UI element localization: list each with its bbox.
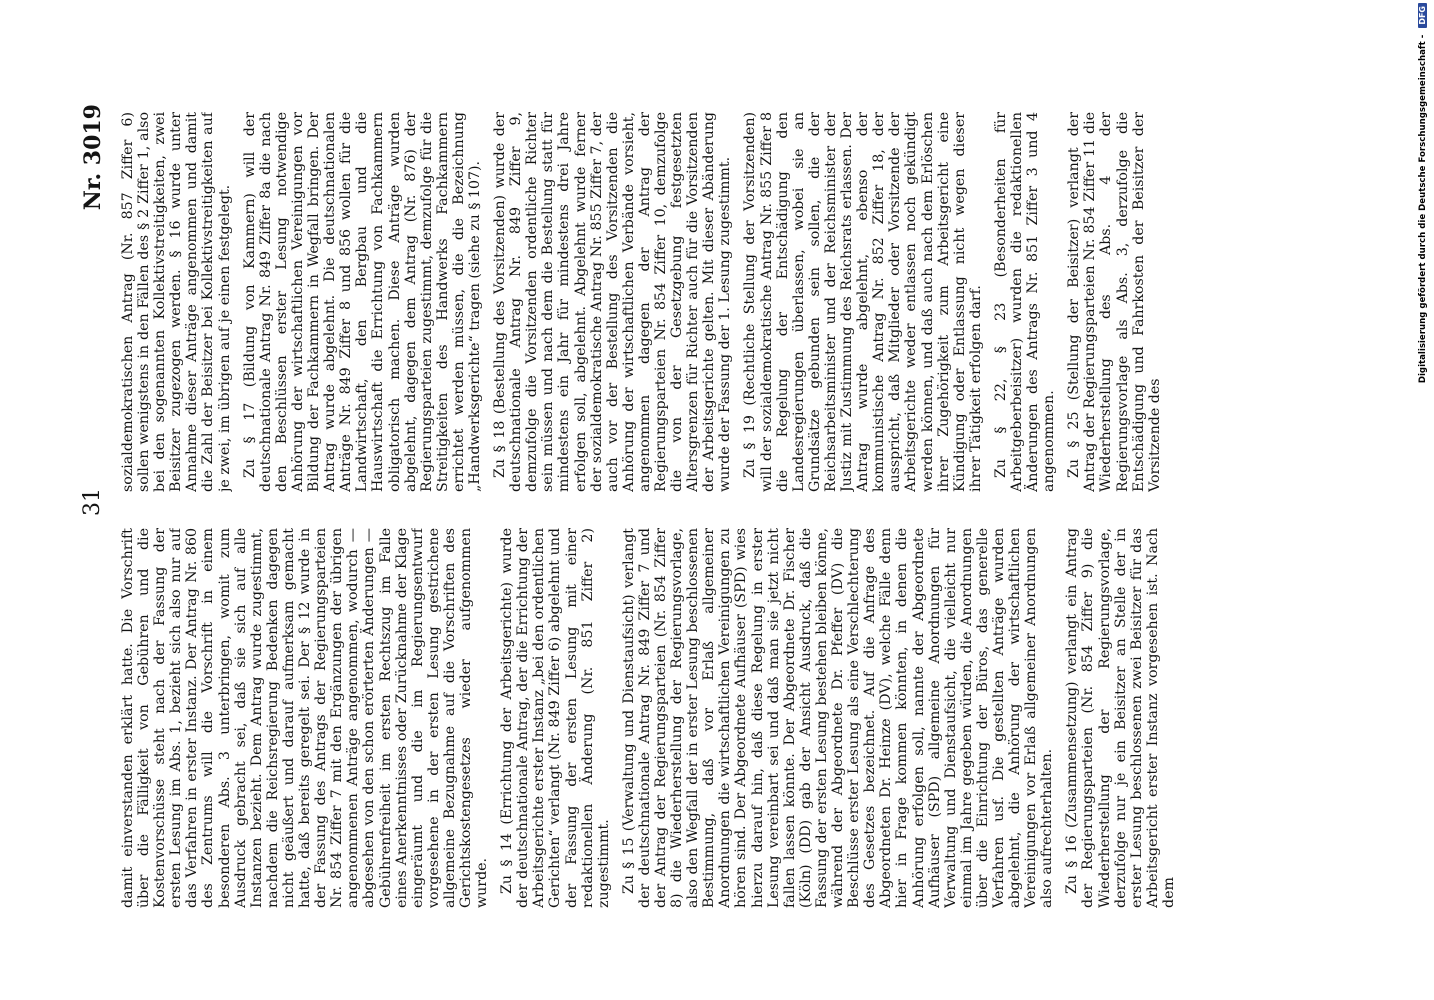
page-header <box>80 100 110 908</box>
dfg-logo: DFG <box>1418 3 1427 28</box>
paragraph: Zu § 22, § 23 (Besonderheiten für Arbeitgeberbeisitzer) wurden die redaktionellen Änderungen des Antrags Nr. 851 Ziffer 3 und 4 angenommen. <box>992 112 1058 492</box>
credit-text: Digitalisierung gefördert durch die Deutsche Forschungsgemeinschaft - <box>1418 34 1428 384</box>
paragraph: damit einverstanden erklärt hatte. Die Vorschrift über die Fälligkeit von Gebühren und die Kostenvorschüsse steht nach der Fassung der ersten Lesung im Abs. 1, bezieht sich also nur auf das Verfahren in erster Instanz. Der Antrag Nr. 860 des Zentrums will die Vorschrift in einem besonderen Abs. 3 unterbringen, womit zum Ausdruck gebracht sei, daß sie sich auf alle Instanzen bezieht. Dem Antrag wurde zugestimmt, nachdem die Reichsregierung Bedenken dagegen nicht geäußert und darauf aufmerksam gemacht hatte, daß bereits geregelt sei. Der § 12 wurde in der Fassung des Antrags der Regierungsparteien Nr. 854 Ziffer 7 mit den Ergänzungen der übrigen angenommenen Anträge angenommen, wodurch — abgesehen von den schon erörterten Änderungen — Gebührenfreiheit im ersten Rechtszug im Falle eines Anerkenntnisses oder Zurücknahme der Klage eingeräumt und die im Regierungsentwurf vorgesehene in der ersten Lesung gestrichene allgemeine Bezugnahme auf die Vorschriften des Gerichtskostengesetzes wieder aufgenommen wurde. <box>120 528 491 908</box>
text-column-right <box>120 112 1220 492</box>
paragraph: Zu § 15 (Verwaltung und Dienstaufsicht) verlangt der deutschnationale Antrag Nr. 849 Ziffer 7 und der Antrag der Regierungsparteien (Nr. 854 Ziffer 8) die Wiederherstellung der Regierungsvorlage, also den Wegfall der in erster Lesung beschlossenen Bestimmung, daß vor Erlaß allgemeiner Anordnungen die wirtschaftlichen Vereinigungen zu hören sind. Der Abgeordnete Aufhäuser (SPD) wies hierzu darauf hin, daß diese Regelung in erster Lesung vereinbart sei und daß man sie jetzt nicht fallen lassen könnte. Der Abgeordnete Dr. Fischer (Köln) (DD) gab der Ansicht Ausdruck, daß die Fassung der ersten Lesung bestehen bleiben könne, während der Abgeordnete Dr. Pfeffer (DV) die Beschlüsse erster Lesung als eine Verschlechterung des Gesetzes bezeichnet. Auf die Anfrage des Abgeordneten Dr. Heinze (DV), welche Fälle denn hier in Frage kommen könnten, in denen die Anhörung erfolgen soll, nannte der Abgeordnete Aufhäuser (SPD) allgemeine Anordnungen für Verwaltung und Dienstaufsicht, die vielleicht nur einmal im Jahre gegeben würden, die Anordnungen über die Einrichtung der Büros, das generelle Verfahren usf. Die gestellten Anträge wurden abgelehnt, die Anhörung der wirtschaftlichen Vereinigungen vor Erlaß allgemeiner Anordnungen also aufrechterhalten. <box>620 528 1056 908</box>
digitization-credit <box>1418 3 1432 988</box>
paragraph: sozialdemokratischen Antrag (Nr. 857 Ziffer 6) sollen wenigstens in den Fällen des § 2 Ziffer 1, also bei den sogenannten Kollektivstreitigkeiten, zwei Beisitzer zugezogen werden. § 16 wurde unter Annahme dieser Anträge angenommen und damit die Zahl der Beisitzer bei Kollektivstreitigkeiten auf je zwei, im übrigen auf je einen festgelegt. <box>120 112 233 492</box>
paragraph: Zu § 18 (Bestellung des Vorsitzenden) wurde der deutschnationale Antrag Nr. 849 Ziffer 9, demzufolge die Vorsitzenden ordentliche Richter sein müssen und nach dem die Bestellung statt für mindestens ein Jahr für mindestens drei Jahre erfolgen soll, abgelehnt. Abgelehnt wurde ferner der sozialdemokratische Antrag Nr. 855 Ziffer 7, der auch vor der Bestellung des Vorsitzenden die Anhörung der wirtschaftlichen Verbände vorsieht, angenommen dagegen der Antrag der Regierungsparteien Nr. 854 Ziffer 10, demzufolge die von der Gesetzgebung festgesetzten Altersgrenzen für Richter auch für die Vorsitzenden der Arbeitsgerichte gelten. Mit dieser Abänderung wurde der Fassung der 1. Lesung zugestimmt. <box>492 112 734 492</box>
paragraph: Zu § 25 (Stellung der Beisitzer) verlangt der Antrag der Regierungsparteien Nr. 854 Ziffer 11 die Wiederherstellung des Abs. 4 der Regierungsvorlage als Abs. 3, derzufolge die Entschädigung und Fahrkosten der Beisitzer der Vorsitzende des <box>1066 112 1163 492</box>
text-column-left <box>120 528 1220 908</box>
paragraph: Zu § 19 (Rechtliche Stellung der Vorsitzenden) will der sozialdemokratische Antrag Nr. 855 Ziffer 8 die Regelung der Entschädigung den Landesregierungen überlassen, wobei sie an Grundsätze gebunden sein sollen, die der Reichsarbeitsminister und der Reichsminister der Justiz mit Zustimmung des Reichsrats erlassen. Der Antrag wurde abgelehnt, ebenso der kommunistische Antrag Nr. 852 Ziffer 18, der ausspricht, daß Mitglieder oder Vorsitzende der Arbeitsgerichte weder entlassen noch gekündigt werden können, und daß auch nach dem Erlöschen ihrer Zugehörigkeit zum Arbeitsgericht eine Kündigung oder Entlassung nicht wegen dieser ihrer Tätigkeit erfolgen darf. <box>742 112 984 492</box>
rotated-page <box>80 100 1290 908</box>
document-number: Nr. 3019 <box>80 104 106 211</box>
page-number: 31 <box>80 488 105 516</box>
paragraph: Zu § 16 (Zusammensetzung) verlangt ein Antrag der Regierungsparteien (Nr. 854 Ziffer 9) die Wiederherstellung der Regierungsvorlage, derzufolge nur je ein Beisitzer an Stelle der in erster Lesung beschlossenen zwei Beisitzer für das Arbeitsgericht erster Instanz vorgesehen ist. Nach dem <box>1064 528 1177 908</box>
paragraph: Zu § 14 (Errichtung der Arbeitsgerichte) wurde der deutschnationale Antrag, der die Errichtung der Arbeitsgerichte erster Instanz „bei den ordentlichen Gerichten“ verlangt (Nr. 849 Ziffer 6) abgelehnt und der Fassung der ersten Lesung mit einer redaktionellen Änderung (Nr. 851 Ziffer 2) zugestimmt. <box>499 528 612 908</box>
paragraph: Zu § 17 (Bildung von Kammern) will der deutschnationale Antrag Nr. 849 Ziffer 8a die nach den Beschlüssen erster Lesung notwendige Anhörung der wirtschaftlichen Vereinigungen vor Bildung der Fachkammern in Wegfall bringen. Der Antrag wurde abgelehnt. Die deutschnationalen Anträge Nr. 849 Ziffer 8 und 856 wollen für die Landwirtschaft, den Bergbau und die Hauswirtschaft die Errichtung von Fachkammern obligatorisch machen. Diese Anträge wurden abgelehnt, dagegen dem Antrag (Nr. 876) der Regierungsparteien zugestimmt, demzufolge für die Streitigkeiten des Handwerks Fachkammern errichtet werden müssen, die die Bezeichnung „Handwerksgerichte“ tragen (siehe zu § 107). <box>241 112 483 492</box>
